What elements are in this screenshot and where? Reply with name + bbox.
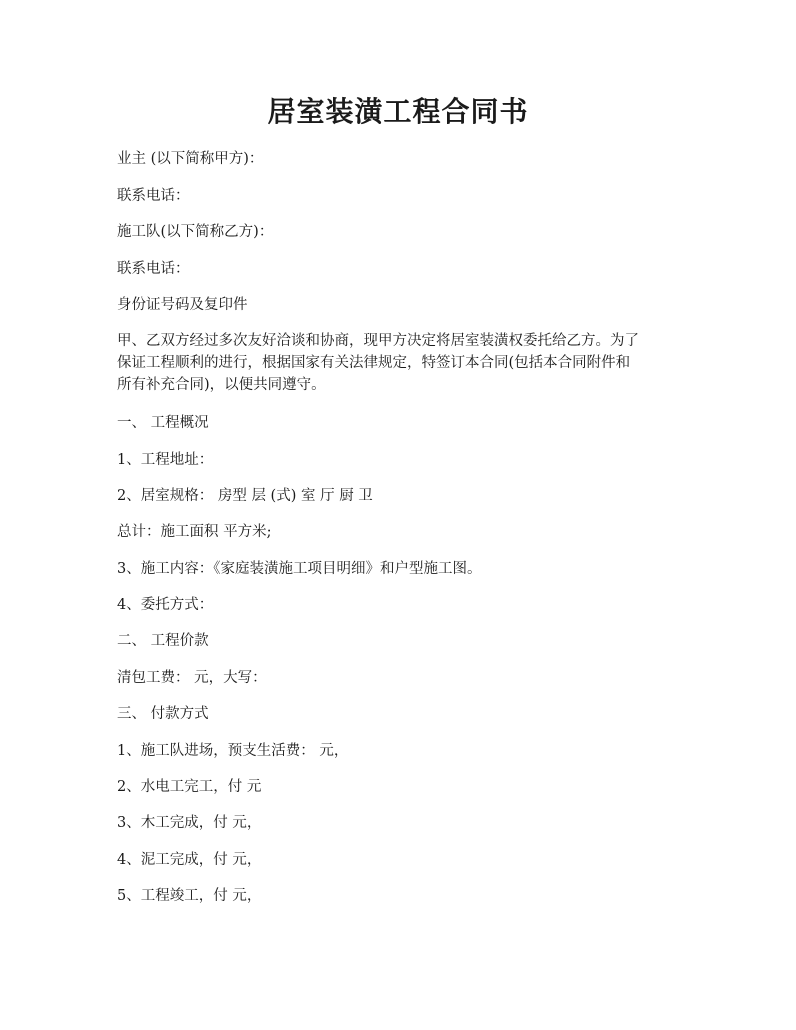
document-title: 居室装潢工程合同书 [267,95,529,128]
list-item-room-spec: 2、居室规格： 房型 层 (式) 室 厅 厨 卫 [117,488,373,504]
list-item-payment-2: 2、水电工完工，付 元 [117,779,262,795]
list-item-labor-fee: 清包工费： 元，大写： [117,670,267,686]
owner-phone-line: 联系电话： [117,188,190,204]
intro-paragraph-line-3: 所有补充合同)，以便共同遵守。 [117,377,326,393]
owner-line: 业主 (以下简称甲方)： [117,151,264,167]
list-item-entrust: 4、委托方式： [117,597,214,613]
list-item-address: 1、工程地址： [117,452,214,468]
section-heading-overview: 一、 工程概况 [117,415,209,431]
list-item-payment-5: 5、工程竣工，付 元， [117,888,262,904]
id-number-line: 身份证号码及复印件 [117,297,248,313]
list-item-payment-1: 1、施工队进场，预支生活费： 元， [117,743,349,759]
intro-paragraph-line-1: 甲、乙双方经过多次友好洽谈和协商，现甲方决定将居室装潢权委托给乙方。为了 [117,333,639,349]
contractor-phone-line: 联系电话： [117,261,190,277]
list-item-payment-4: 4、泥工完成，付 元， [117,852,262,868]
list-item-content: 3、施工内容：《家庭装潢施工项目明细》和户型施工图。 [117,561,482,577]
intro-paragraph [117,330,687,396]
contractor-line: 施工队(以下简称乙方)： [117,224,274,240]
list-item-payment-3: 3、木工完成，付 元， [117,815,262,831]
intro-paragraph-line-2: 保证工程顺利的进行，根据国家有关法律规定，特签订本合同(包括本合同附件和 [117,355,631,371]
section-heading-price: 二、 工程价款 [117,633,209,649]
section-heading-payment: 三、 付款方式 [117,706,209,722]
list-item-total-area: 总计：施工面积 平方米; [117,524,272,540]
